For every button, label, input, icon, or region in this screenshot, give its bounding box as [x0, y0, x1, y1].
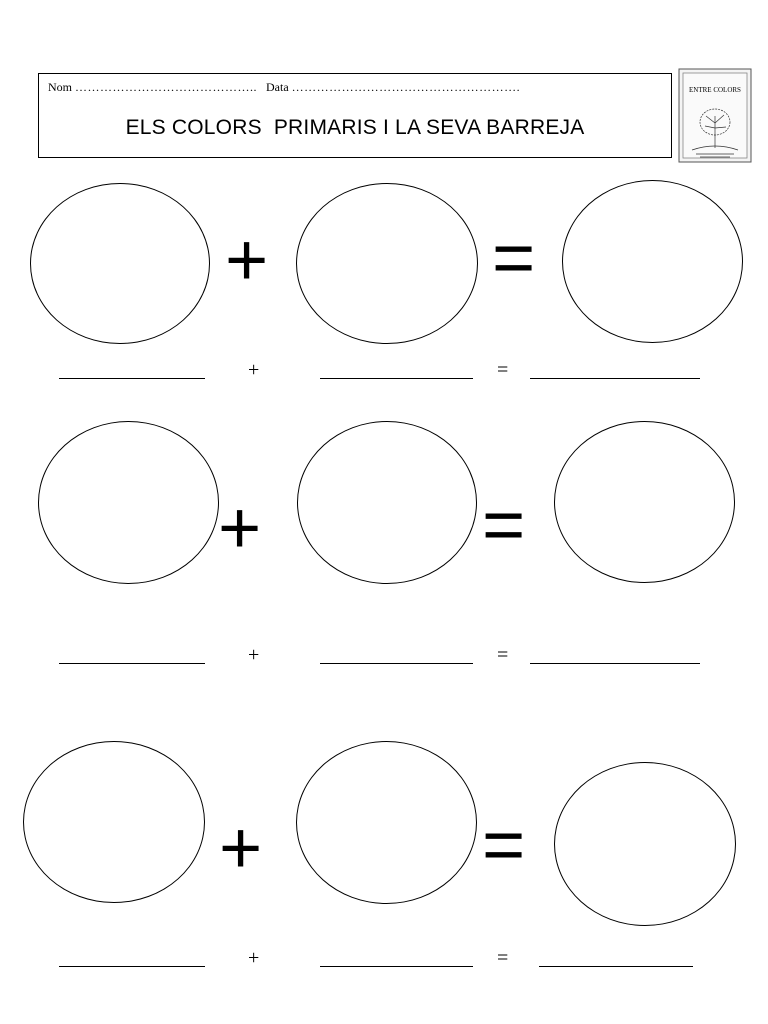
color-circle-2c[interactable] — [554, 421, 735, 583]
small-plus: + — [248, 359, 260, 381]
answer-blank-1b[interactable] — [320, 378, 473, 379]
plus-sign: + — [218, 486, 262, 569]
answer-blank-1a[interactable] — [59, 378, 205, 379]
worksheet-title: ELS COLORS PRIMARIS I LA SEVA BARREJA — [125, 116, 585, 139]
header-box — [38, 73, 672, 158]
color-circle-2b[interactable] — [297, 421, 477, 584]
name-field[interactable]: …………………………………….. — [75, 80, 257, 94]
answer-blank-3b[interactable] — [320, 966, 473, 967]
plus-sign: + — [225, 218, 269, 301]
small-equals: = — [497, 644, 509, 666]
small-plus: + — [248, 644, 260, 666]
plus-sign: + — [219, 806, 263, 889]
small-equals: = — [497, 359, 509, 381]
date-field[interactable]: ………………………………………………. — [291, 80, 521, 94]
answer-blank-2c[interactable] — [530, 663, 700, 664]
answer-blank-3a[interactable] — [59, 966, 205, 967]
answer-blank-1c[interactable] — [530, 378, 700, 379]
color-circle-1a[interactable] — [30, 183, 210, 344]
color-circle-3c[interactable] — [554, 762, 736, 926]
answer-blank-2a[interactable] — [59, 663, 205, 664]
color-circle-3b[interactable] — [296, 741, 477, 904]
equals-sign: = — [492, 216, 536, 299]
color-circle-3a[interactable] — [23, 741, 205, 903]
answer-blank-3c[interactable] — [539, 966, 693, 967]
small-plus: + — [248, 947, 260, 969]
equals-sign: = — [482, 483, 526, 566]
color-circle-1b[interactable] — [296, 183, 478, 344]
name-label: Nom — [48, 80, 72, 94]
answer-blank-2b[interactable] — [320, 663, 473, 664]
equals-sign: = — [482, 803, 526, 886]
color-circle-2a[interactable] — [38, 421, 219, 584]
small-equals: = — [497, 947, 509, 969]
book-cover-logo — [678, 68, 752, 163]
book-cover-title: ENTRE COLORS — [689, 86, 741, 94]
date-label: Data — [266, 80, 289, 94]
color-circle-1c[interactable] — [562, 180, 743, 343]
name-date-line — [48, 80, 520, 95]
